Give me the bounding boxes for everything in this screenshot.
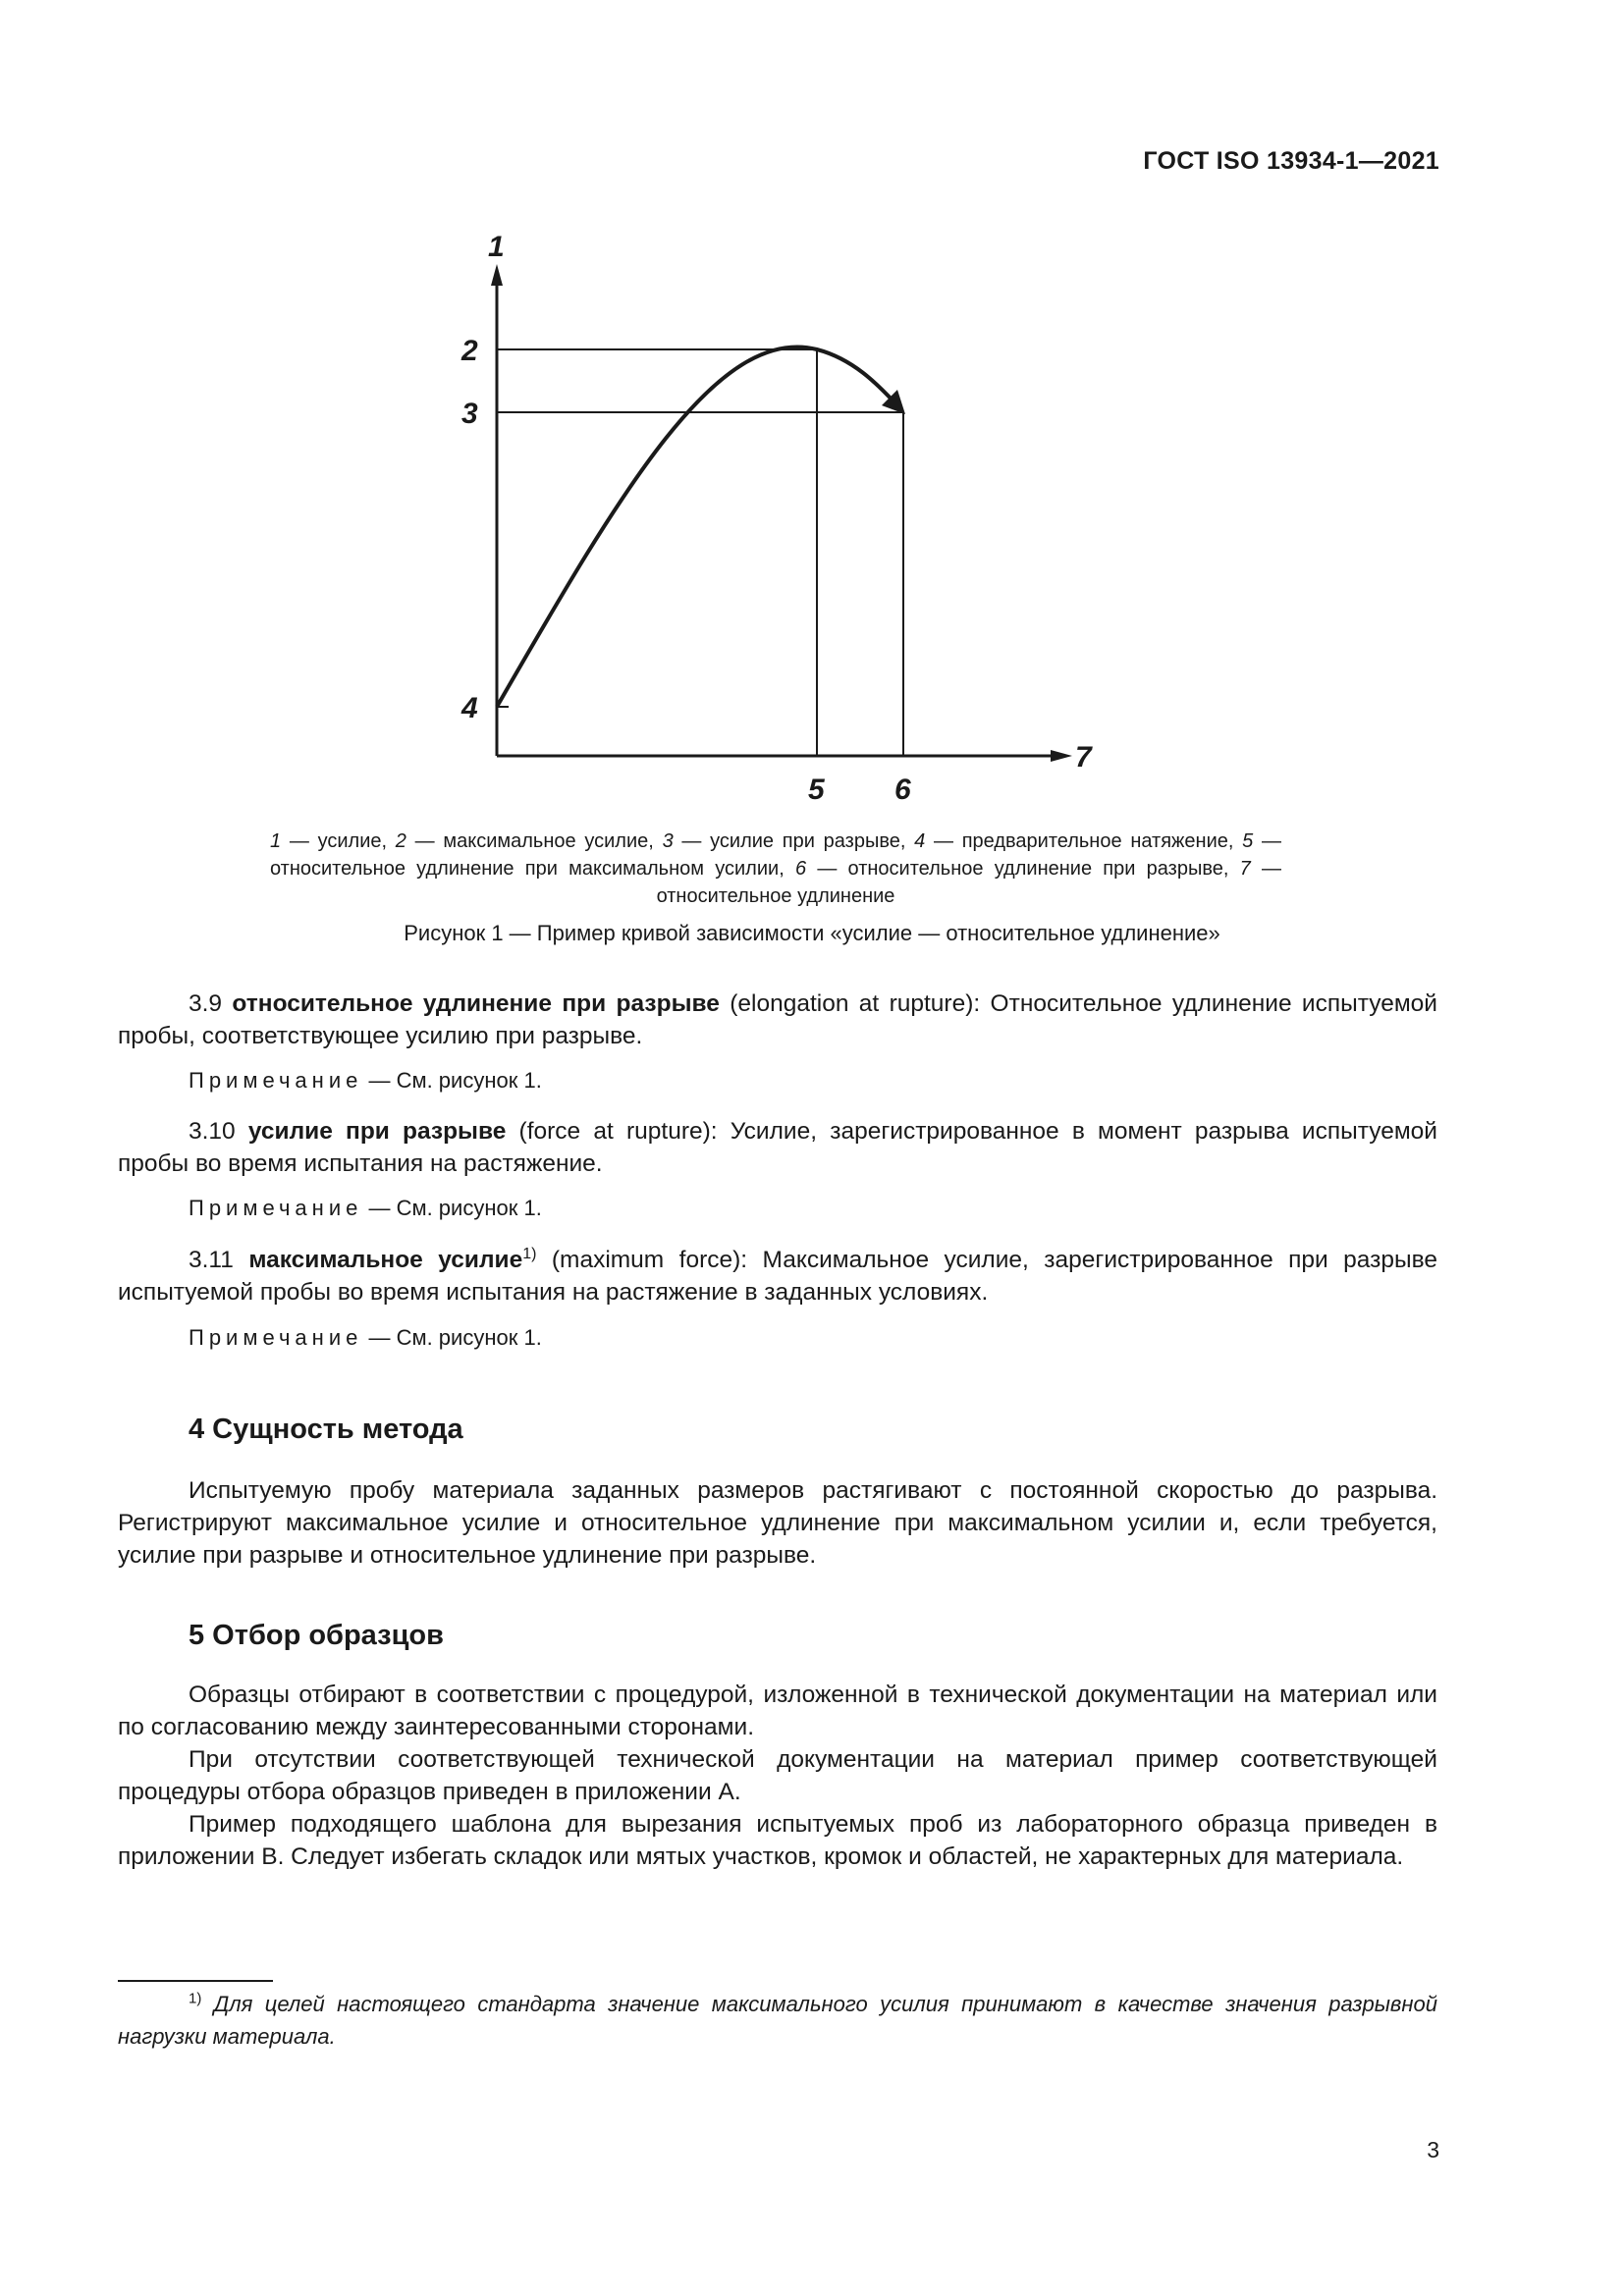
term-3-9: 3.9 относительное удлинение при разрыве (elongation at rupture): Относительное удлинение испытуемой пробы, соответствующее усилию при разрыве. (118, 990, 1437, 1049)
section-5-title: 5 Отбор образцов (189, 1620, 444, 1651)
label-2: 2 (461, 335, 478, 367)
page-number: 3 (1427, 2137, 1439, 2163)
figure-legend: 1 — усилие, 2 — максимальное усилие, 3 — усилие при разрыве, 4 — предварительное натяжение, 5 — относительное удлинение при максимальном усилии, 6 — относительное удлинение при разрыве, 7 — относительное удлинение (270, 830, 1282, 907)
force-elongation-figure (432, 221, 1139, 810)
footnote: $^{1)}$ Для целей настоящего стандарта значение максимального усилия принимают в качестве значения разрывной нагрузки материала. (118, 1990, 1437, 2049)
force-curve (497, 347, 895, 707)
note-3-10: Примечание — См. рисунок 1. (189, 1196, 542, 1220)
label-7: 7 (1075, 741, 1092, 774)
label-1: 1 (488, 231, 505, 263)
note-3-11: Примечание — См. рисунок 1. (189, 1325, 542, 1350)
term-3-10: 3.10 усилие при разрыве (force at rupture): Усилие, зарегистрированное в момент разрыва испытуемой пробы во время испытания на растяжение. (118, 1118, 1437, 1177)
footnote-ref: 1) (522, 1245, 537, 1262)
note-3-9: Примечание — См. рисунок 1. (189, 1068, 542, 1093)
label-4: 4 (461, 692, 478, 724)
term-3-11: 3.11 максимальное усилие$^{1)}$ (maximum force): Максимальное усилие, зарегистрированное при разрыве испытуемой пробы во время испытания на растяжение в заданных условиях. (118, 1245, 1437, 1306)
figure-caption: Рисунок 1 — Пример кривой зависимости «усилие — относительное удлинение» (404, 921, 1220, 945)
section-5-body: Образцы отбирают в соответствии с процедурой, изложенной в технической документации на материал или по согласованию между заинтересованными сторонами. При отсутствии соответствующей технической документации на материал пример соответствующей процедуры отбора образцов приведен в приложении А. Пример подходящего шаблона для вырезания испытуемых проб из лабораторного образца приведен в приложении В. Следует избегать складок или мятых участков, кромок и областей, не характерных для материала. (118, 1682, 1437, 1870)
x-axis-arrow (1051, 750, 1072, 762)
section-4-title: 4 Сущность метода (189, 1414, 463, 1445)
section-4-body: Испытуемую пробу материала заданных размеров растягивают с постоянной скоростью до разрыва. Регистрируют максимальное усилие и относительное удлинение при максимальном усилии и, если требуется, усилие при разрыве и относительное удлинение при разрыве. (118, 1477, 1437, 1569)
document-header: ГОСТ ISO 13934-1—2021 (1143, 147, 1439, 175)
label-3: 3 (461, 398, 478, 430)
y-axis-arrow (491, 264, 503, 286)
footnote-divider (118, 1980, 273, 1982)
label-6: 6 (894, 774, 911, 806)
label-5: 5 (808, 774, 825, 806)
